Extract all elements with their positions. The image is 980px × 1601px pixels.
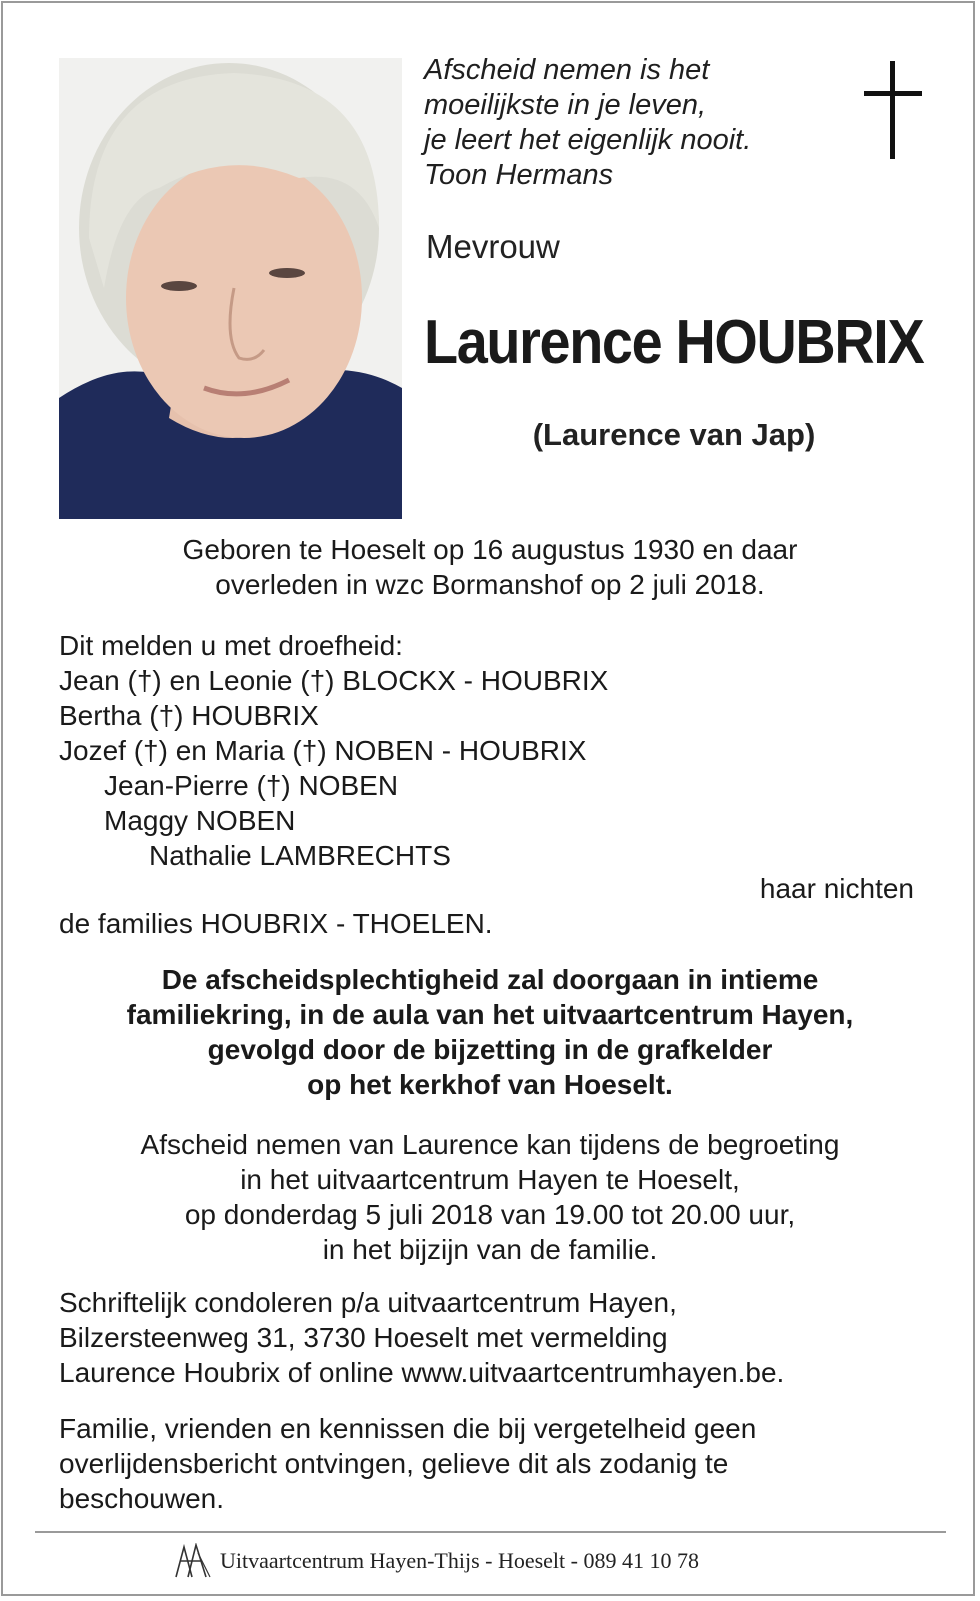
- family-announcement: [59, 628, 608, 873]
- ceremony-text: [30, 962, 950, 1102]
- deceased-nickname: (Laurence van Jap): [532, 417, 816, 452]
- family-relation: haar nichten: [759, 873, 914, 904]
- deceased-name: Laurence HOUBRIX: [424, 308, 924, 377]
- text-line: beschouwen.: [59, 1483, 225, 1514]
- text-line: overleden in wzc Bormanshof op 2 juli 2018.: [215, 569, 765, 600]
- announcement-intro: Dit melden u met droefheid:: [59, 630, 403, 661]
- text-line: Familie, vrienden en kennissen die bij vergetelheid geen: [59, 1413, 757, 1444]
- text-line: overlijdensbericht ontvingen, gelieve dit als zodanig te: [59, 1448, 729, 1479]
- family-line: Nathalie LAMBRECHTS: [149, 840, 451, 871]
- footer: [172, 1543, 699, 1579]
- text-line: op het kerkhof van Hoeselt.: [307, 1069, 673, 1100]
- footer-divider: [35, 1531, 946, 1533]
- birth-death-text: [30, 532, 950, 602]
- quote-author: Toon Hermans: [424, 159, 614, 191]
- portrait-photo: [59, 58, 402, 519]
- text-line: Laurence Houbrix of online www.uitvaartcentrumhayen.be.: [59, 1357, 785, 1388]
- text-line: in het bijzijn van de familie.: [322, 1234, 658, 1265]
- condolences-text: [59, 1285, 939, 1390]
- family-line: Maggy NOBEN: [104, 805, 296, 836]
- families-line: de families HOUBRIX - THOELEN.: [59, 908, 493, 939]
- quote-line: Afscheid nemen is het: [424, 54, 710, 86]
- family-line: Bertha (†) HOUBRIX: [59, 700, 319, 731]
- text-line: Geboren te Hoeselt op 16 augustus 1930 en daar: [182, 534, 798, 565]
- quote-line: moeilijkste in je leven,: [424, 89, 707, 121]
- family-line: Jean-Pierre (†) NOBEN: [104, 770, 399, 801]
- funeral-home-logo-icon: [172, 1543, 212, 1579]
- footer-text: Uitvaartcentrum Hayen-Thijs - Hoeselt - 089 41 10 78: [220, 1548, 699, 1573]
- greeting-text: [30, 1127, 950, 1267]
- text-line: gevolgd door de bijzetting in de grafkelder: [207, 1034, 773, 1065]
- text-line: Afscheid nemen van Laurence kan tijdens de begroeting: [140, 1129, 840, 1160]
- text-line: Schriftelijk condoleren p/a uitvaartcentrum Hayen,: [59, 1287, 677, 1318]
- quote-line: je leert het eigenlijk nooit.: [424, 124, 752, 156]
- family-line: Jozef (†) en Maria (†) NOBEN - HOUBRIX: [59, 735, 587, 766]
- family-line: Jean (†) en Leonie (†) BLOCKX - HOUBRIX: [59, 665, 609, 696]
- cross-icon: [864, 61, 922, 159]
- text-line: De afscheidsplechtigheid zal doorgaan in intieme: [161, 964, 819, 995]
- text-line: op donderdag 5 juli 2018 van 19.00 tot 20.00 uur,: [184, 1199, 796, 1230]
- memorial-quote: [424, 53, 824, 193]
- text-line: in het uitvaartcentrum Hayen te Hoeselt,: [240, 1164, 740, 1195]
- salutation: Mevrouw: [426, 228, 560, 265]
- text-line: familiekring, in de aula van het uitvaartcentrum Hayen,: [126, 999, 854, 1030]
- notice-text: [59, 1411, 939, 1516]
- text-line: Bilzersteenweg 31, 3730 Hoeselt met vermelding: [59, 1322, 668, 1353]
